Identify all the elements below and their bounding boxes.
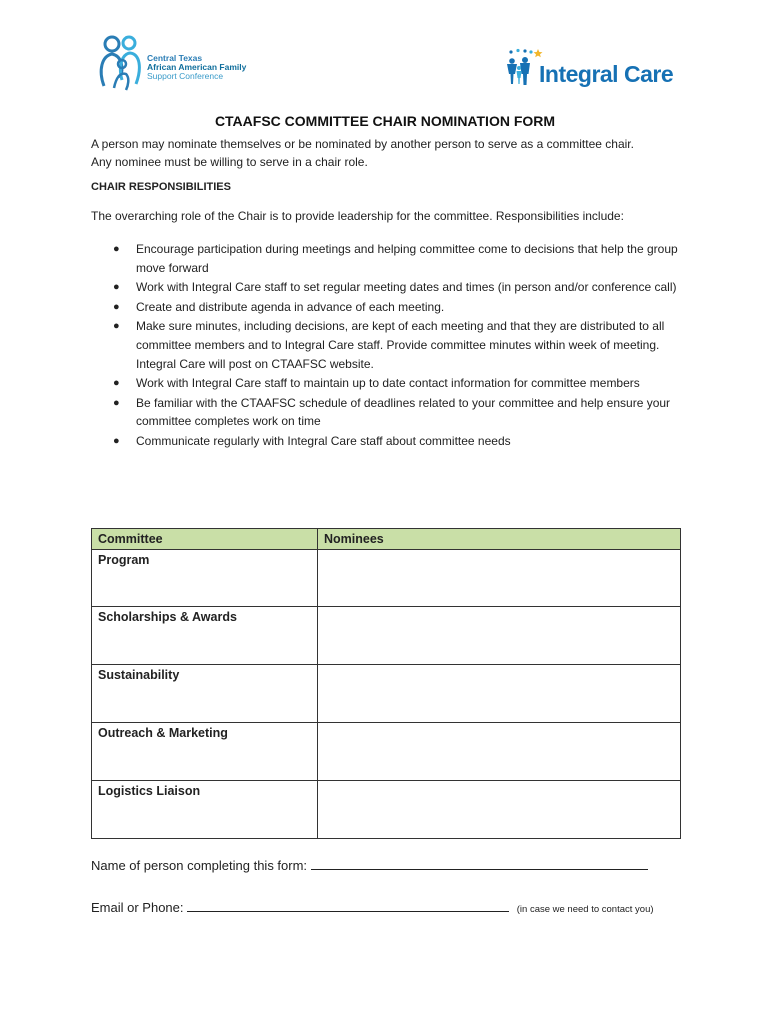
logo-line-3: Support Conference <box>147 71 224 81</box>
committee-name: Scholarships & Awards <box>92 607 318 665</box>
bullet-icon: ● <box>113 300 120 313</box>
list-item-text: Work with Integral Care staff to set regular meeting dates and times (in person and/or conference call) <box>136 280 677 295</box>
contact-field-input[interactable] <box>187 899 509 912</box>
table-header-row <box>92 529 681 550</box>
nominee-cell[interactable] <box>318 607 681 665</box>
name-field-input[interactable] <box>311 857 648 870</box>
intro-line-2: Any nominee must be willing to serve in a chair role. <box>91 155 368 169</box>
list-item <box>109 374 689 393</box>
form-title: CTAAFSC COMMITTEE CHAIR NOMINATION FORM <box>214 113 556 129</box>
ctaafsc-logo <box>96 34 276 92</box>
overarching-role-text: The overarching role of the Chair is to provide leadership for the committee. Responsibilities include: <box>91 209 624 223</box>
committee-name: Outreach & Marketing <box>92 723 318 781</box>
responsibilities-list <box>109 240 689 452</box>
name-field-row <box>91 857 648 873</box>
intro-line-1: A person may nominate themselves or be nominated by another person to serve as a committee chair. <box>91 137 634 151</box>
contact-field-row <box>91 899 654 915</box>
family-figures-icon <box>96 34 148 92</box>
list-item-text: Make sure minutes, including decisions, are kept of each meeting and that they are distributed to all committee members and to Integral Care staff. Provide committee minutes within week of meeting. Integral Care will post on CTAAFSC website. <box>136 319 665 371</box>
bullet-icon: ● <box>113 243 120 255</box>
integral-care-wordmark: Integral Care <box>539 61 674 87</box>
bullet-icon: ● <box>113 377 120 390</box>
list-item-text: Work with Integral Care staff to maintain up to date contact information for committee members <box>136 376 640 391</box>
integral-care-logo <box>503 48 683 96</box>
chair-responsibilities-heading: CHAIR RESPONSIBILITIES <box>91 181 231 193</box>
nomination-table <box>91 528 681 839</box>
bullet-icon: ● <box>113 396 120 409</box>
nominee-cell[interactable] <box>318 550 681 607</box>
table-row <box>92 781 681 839</box>
bullet-icon: ● <box>113 320 120 333</box>
list-item <box>109 298 689 317</box>
committee-name: Program <box>92 550 318 607</box>
list-item-text: Be familiar with the CTAAFSC schedule of deadlines related to your committee and help ensure your committee completes work on time <box>136 395 671 429</box>
intro-paragraph <box>91 135 691 171</box>
nominee-cell[interactable] <box>318 665 681 723</box>
table-row <box>92 607 681 665</box>
table-row <box>92 550 681 607</box>
list-item <box>109 240 689 277</box>
list-item-text: Create and distribute agenda in advance of each meeting. <box>136 299 445 314</box>
list-item <box>109 317 689 373</box>
list-item-text: Encourage participation during meetings and helping committee come to decisions that help the group move forward <box>136 242 678 275</box>
table-row <box>92 665 681 723</box>
list-item <box>109 432 689 451</box>
nominee-cell[interactable] <box>318 723 681 781</box>
bullet-icon: ● <box>113 281 120 294</box>
logo-line-2: African American Family <box>147 62 247 72</box>
committee-name: Sustainability <box>92 665 318 723</box>
column-header-nominees: Nominees <box>318 529 681 550</box>
committee-name: Logistics Liaison <box>92 781 318 839</box>
contact-field-note: (in case we need to contact you) <box>516 904 654 915</box>
people-stars-icon <box>503 48 543 88</box>
name-field-label: Name of person completing this form: <box>91 858 308 873</box>
list-item-text: Communicate regularly with Integral Care staff about committee needs <box>136 433 511 448</box>
logo-line-1: Central Texas <box>147 53 203 63</box>
column-header-committee: Committee <box>92 529 318 550</box>
bullet-icon: ● <box>113 434 120 447</box>
list-item <box>109 394 689 431</box>
nominee-cell[interactable] <box>318 781 681 839</box>
list-item <box>109 278 689 297</box>
table-row <box>92 723 681 781</box>
contact-field-label: Email or Phone: <box>91 900 184 915</box>
